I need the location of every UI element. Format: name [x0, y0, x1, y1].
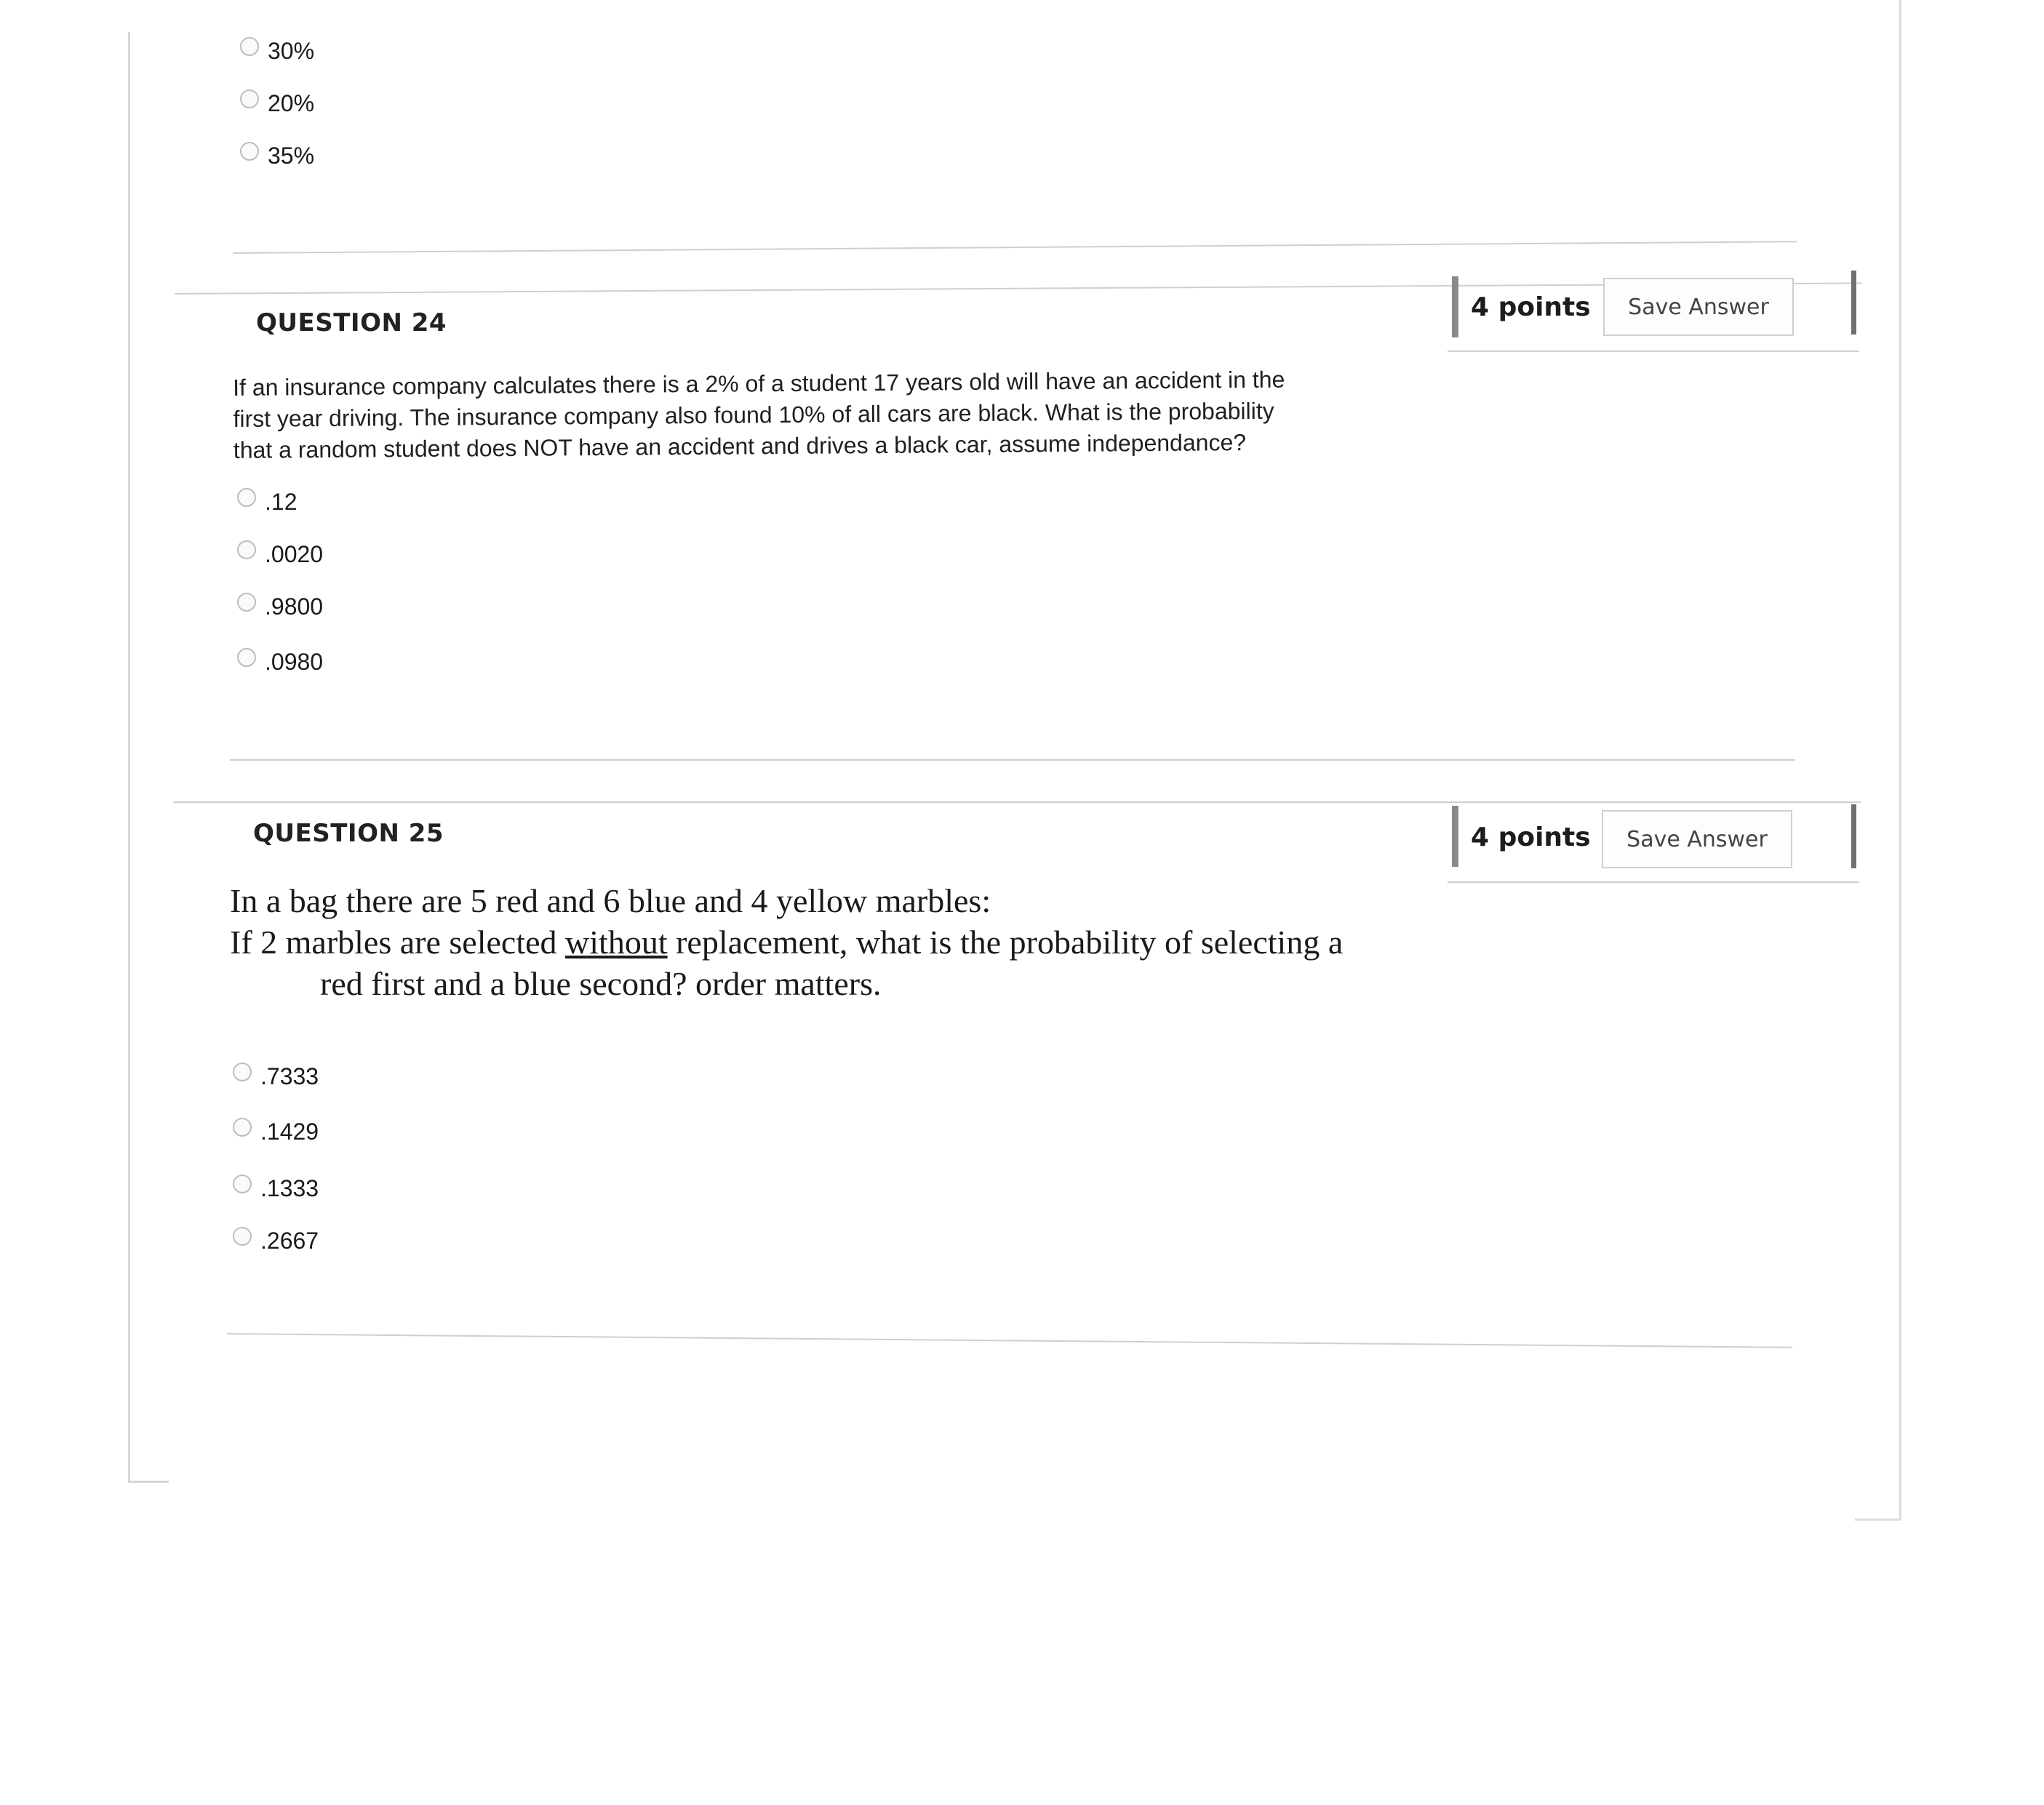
page-frame-left [128, 32, 130, 1483]
question-divider [173, 801, 1861, 803]
radio-button[interactable] [237, 593, 256, 612]
radio-button[interactable] [240, 142, 259, 161]
answer-option[interactable] [237, 649, 323, 676]
answer-option[interactable] [240, 143, 314, 169]
page-frame-right [1899, 0, 1901, 1520]
points-box-bottom-border [1448, 351, 1859, 352]
radio-button[interactable] [233, 1227, 252, 1246]
answer-option[interactable] [233, 1063, 319, 1090]
answer-option[interactable] [237, 541, 323, 568]
answer-option-label: 35% [268, 143, 315, 169]
question-25-text-part: replacement, what is the probability of selecting a [667, 924, 1344, 961]
answer-option-label: .12 [265, 489, 298, 515]
question-24-text-line: that a random student does NOT have an accident and drives a black car, assume independance? [233, 429, 1247, 463]
radio-button[interactable] [233, 1062, 252, 1081]
question-24-points: 4 points [1471, 292, 1591, 322]
question-25-text-part: If 2 marbles are selected [230, 924, 566, 961]
question-25-save-answer-button[interactable]: Save Answer [1602, 810, 1792, 868]
answer-option[interactable] [233, 1175, 319, 1202]
answer-option[interactable] [237, 593, 323, 620]
question-25-text-line: red first and a blue second? order matters. [320, 965, 882, 1002]
points-indicator-bar [1452, 276, 1458, 337]
question-25-text-line [230, 921, 1525, 963]
question-25-text [230, 880, 1525, 1004]
answer-option-label: .1333 [260, 1175, 319, 1201]
question-divider [233, 241, 1797, 254]
question-25-emphasis: without [565, 924, 668, 961]
radio-button[interactable] [237, 488, 256, 507]
question-25-text-line: In a bag there are 5 red and 6 blue and 4 yellow marbles: [230, 882, 991, 919]
answer-option-label: .2667 [260, 1228, 319, 1254]
answer-option[interactable] [240, 38, 314, 65]
question-24-text-line: If an insurance company calculates there is a 2% of a student 17 years old will have an accident in the [233, 366, 1285, 401]
question-24-side-bar [1851, 271, 1856, 335]
points-indicator-bar [1452, 806, 1458, 867]
answer-option-label: .7333 [260, 1063, 319, 1089]
radio-button[interactable] [240, 37, 259, 56]
answer-option[interactable] [237, 489, 297, 516]
answer-option-label: 30% [268, 38, 315, 64]
radio-button[interactable] [237, 648, 256, 667]
question-24-save-answer-button[interactable]: Save Answer [1603, 278, 1794, 336]
question-25-side-bar [1851, 804, 1856, 868]
radio-button[interactable] [240, 89, 259, 108]
radio-button[interactable] [233, 1118, 252, 1137]
answer-option-label: .9800 [265, 593, 324, 620]
question-25-points: 4 points [1471, 823, 1591, 852]
answer-option-label: .1429 [260, 1118, 319, 1145]
answer-option-label: .0020 [265, 541, 324, 567]
answer-option-label: .0980 [265, 649, 324, 675]
question-24-title: QUESTION 24 [256, 308, 447, 337]
answer-option[interactable] [240, 90, 314, 117]
question-divider [230, 759, 1795, 761]
question-24-text [233, 363, 1397, 466]
answer-option[interactable] [233, 1118, 319, 1145]
radio-button[interactable] [237, 540, 256, 559]
radio-button[interactable] [233, 1174, 252, 1193]
question-24-text-line: first year driving. The insurance company also found 10% of all cars are black. What is the probability [233, 397, 1274, 432]
question-divider [227, 1333, 1792, 1348]
answer-option-label: 20% [268, 90, 315, 116]
answer-option[interactable] [233, 1228, 319, 1254]
question-25-title: QUESTION 25 [253, 819, 444, 848]
page-frame-right-foot [1855, 1518, 1901, 1521]
page-frame-left-foot [128, 1481, 169, 1483]
